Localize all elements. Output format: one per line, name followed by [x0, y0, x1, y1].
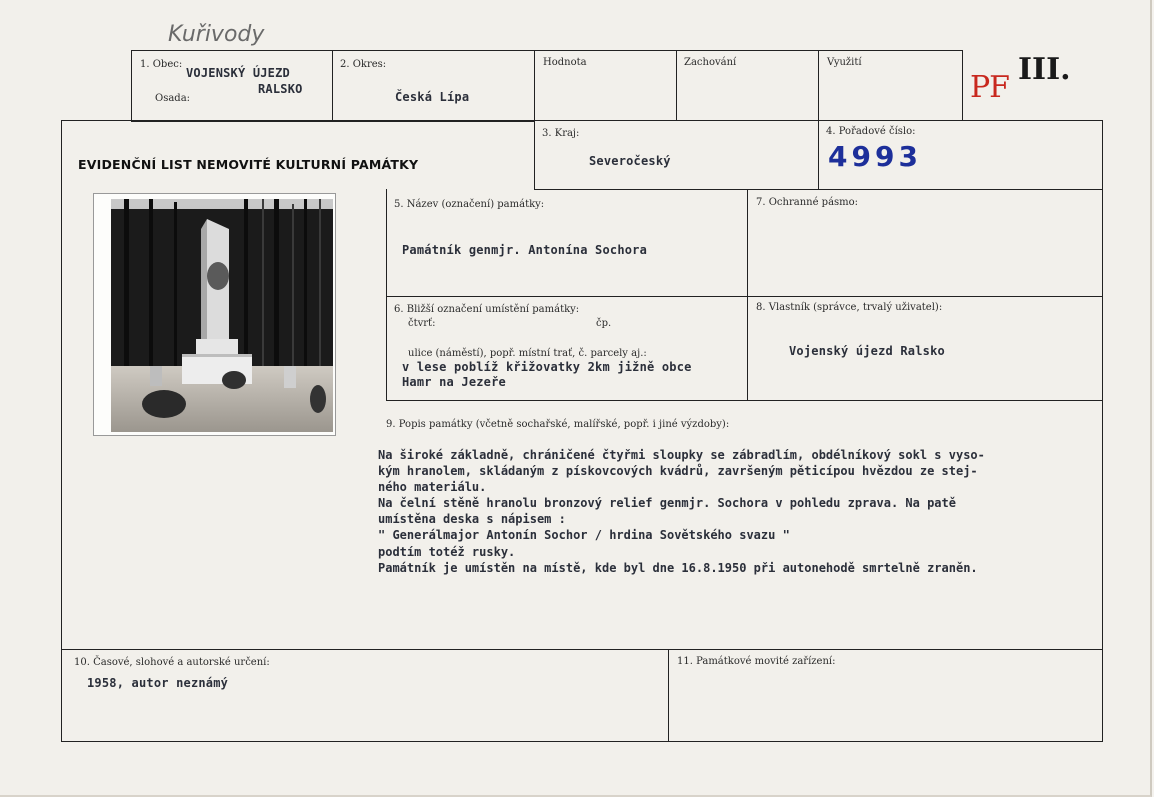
form-title: EVIDENČNÍ LIST NEMOVITÉ KULTURNÍ PAMÁTKY	[78, 157, 419, 172]
roman-numeral-mark: III.	[1018, 52, 1071, 87]
vlastnik-label: 8. Vlastník (správce, trvalý uživatel):	[756, 302, 943, 313]
kraj-value: Severočeský	[589, 154, 671, 168]
vlastnik-value: Vojenský újezd Ralsko	[789, 344, 945, 358]
popis-line: Na široké základně, chráničené čtyřmi sloupky se zábradlím, obdélníkový sokl s vyso-	[378, 448, 985, 462]
okres-label: 2. Okres:	[340, 59, 387, 70]
ochranne-pasmo-label: 7. Ochranné pásmo:	[756, 197, 859, 208]
popis-line: kým hranolem, skládaným z pískovcových kvádrů, završeným pěticípou hvězdou ze stej-	[378, 464, 978, 478]
casove-urceni-label: 10. Časové, slohové a autorské určení:	[74, 657, 270, 668]
obec-label: 1. Obec:	[140, 59, 183, 70]
popis-line: " Generálmajor Antonín Sochor / hrdina Sovětského svazu "	[378, 528, 790, 542]
ctvrt-label: čtvrť:	[408, 318, 436, 329]
popis-line: Na čelní stěně hranolu bronzový relief genmjr. Sochora v pohledu zprava. Na patě	[378, 496, 956, 510]
obec-value-line2: RALSKO	[258, 82, 303, 96]
vyuziti-label: Využití	[827, 57, 862, 68]
kraj-label: 3. Kraj:	[542, 128, 580, 139]
handwritten-place-note: Kuřivody	[168, 22, 265, 47]
popis-line: umístěna deska s nápisem :	[378, 512, 566, 526]
zachovani-label: Zachování	[684, 57, 737, 68]
umisteni-value-line1: v lese poblíž křižovatky 2km jižně obce	[402, 360, 692, 374]
nazev-label: 5. Název (označení) památky:	[394, 199, 545, 210]
hodnota-label: Hodnota	[543, 57, 587, 68]
obec-value-line1: VOJENSKÝ ÚJEZD	[186, 66, 290, 80]
popis-line: Památník je umístěn na místě, kde byl dne 16.8.1950 při autonehodě smrtelně zraněn.	[378, 561, 978, 575]
okres-value: Česká Lípa	[395, 90, 470, 104]
osada-label: Osada:	[155, 93, 191, 104]
blizsi-oznaceni-label: 6. Bližší označení umístění památky:	[394, 304, 580, 315]
popis-line: ného materiálu.	[378, 480, 487, 494]
poradove-cislo-label: 4. Pořadové číslo:	[826, 126, 916, 137]
popis-line: podtím totéž rusky.	[378, 545, 516, 559]
ulice-label: ulice (náměstí), popř. místní trať, č. parcely aj.:	[408, 348, 647, 359]
pf-mark: PF	[970, 70, 1010, 105]
cp-label: čp.	[596, 318, 612, 329]
monument-photo	[93, 193, 336, 436]
poradove-cislo-value: 4993	[828, 140, 922, 173]
movite-zarizeni-label: 11. Památkové movité zařízení:	[677, 656, 836, 667]
casove-urceni-value: 1958, autor neznámý	[87, 676, 229, 690]
monument-photo-image	[94, 194, 337, 437]
nazev-value: Památník genmjr. Antonína Sochora	[402, 243, 648, 257]
popis-label: 9. Popis památky (včetně sochařské, malířské, popř. i jiné výzdoby):	[386, 419, 730, 430]
umisteni-value-line2: Hamr na Jezeře	[402, 375, 506, 389]
